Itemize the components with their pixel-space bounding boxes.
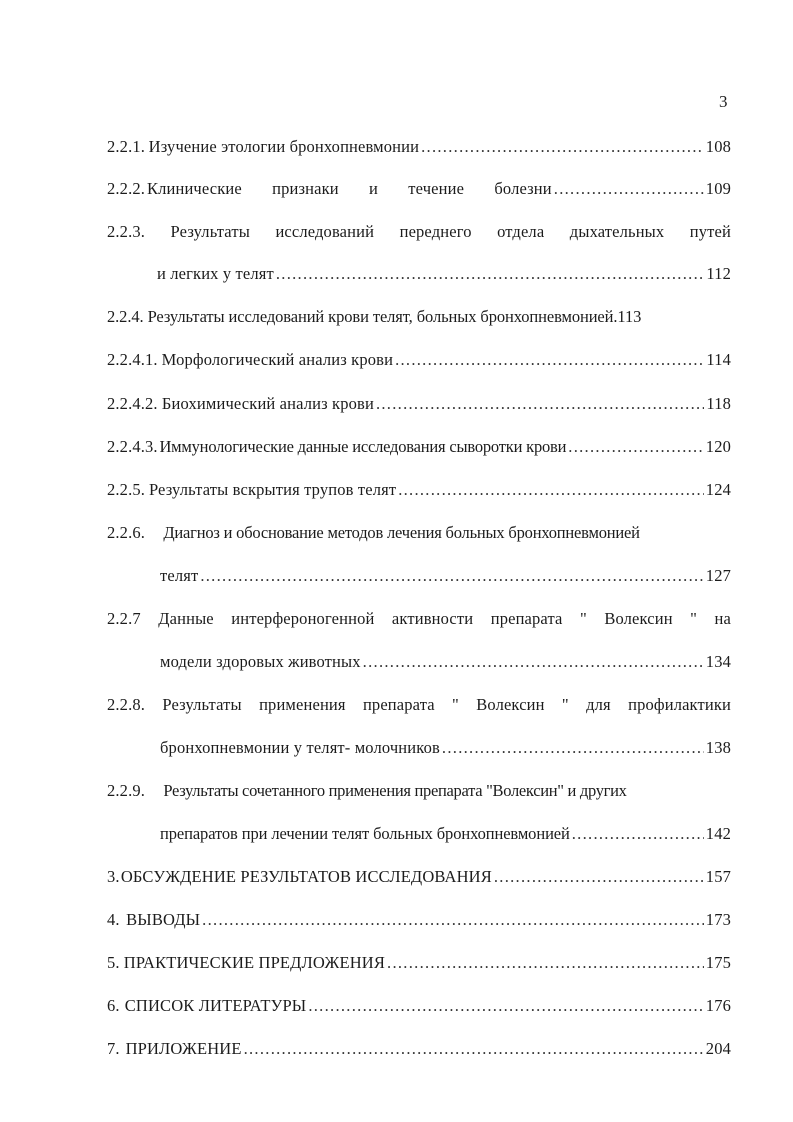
toc-entry-2-2-5[interactable] [107, 480, 731, 500]
dot-leader [395, 350, 704, 370]
page-number: 3 [719, 92, 728, 111]
dot-leader [421, 137, 704, 157]
dot-leader [244, 1039, 704, 1059]
toc-entry-number: 2.2.4.3. [107, 437, 158, 456]
toc-entry-2-2-4-1[interactable] [107, 350, 731, 370]
toc-entry-number: 3. [107, 867, 120, 886]
toc-entry-2-2-6-cont[interactable] [160, 566, 731, 586]
dot-leader [200, 566, 703, 586]
toc-entry-title: Результаты сочетанного применения препарата "Волексин" и других [163, 781, 627, 800]
toc-entry-3[interactable] [107, 867, 731, 887]
toc-entry-6[interactable] [107, 996, 731, 1016]
toc-entry-2-2-7[interactable] [107, 609, 731, 629]
toc-entry-page: 204 [705, 1039, 731, 1058]
toc-entry-title: Иммунологические данные исследования сыворотки крови [159, 437, 567, 456]
toc-entry-2-2-3[interactable] [107, 222, 731, 242]
toc-entry-page: 127 [705, 566, 731, 585]
toc-entry-2-2-1[interactable] [107, 137, 731, 157]
toc-entry-page: 109 [705, 179, 731, 198]
toc-entry-title: Диагноз и обоснование методов лечения больных бронхопневмонией [163, 523, 640, 542]
toc-entry-title: Результаты исследований переднего отдела дыхательных путей [170, 222, 731, 241]
toc-entry-title: ОБСУЖДЕНИЕ РЕЗУЛЬТАТОВ ИССЛЕДОВАНИЯ [120, 867, 492, 886]
toc-entry-title-cont: модели здоровых животных [160, 652, 361, 671]
toc-entry-2-2-2[interactable] [107, 179, 731, 199]
toc-entry-number: 2.2.1. [107, 137, 146, 156]
toc-entry-title: Результаты применения препарата " Волексин " для профилактики [162, 695, 731, 714]
toc-entry-page: 118 [706, 394, 731, 413]
toc-entry-2-2-9[interactable] [107, 781, 731, 801]
toc-entry-page: 112 [706, 264, 731, 283]
toc-entry-title: ПРИЛОЖЕНИЕ [125, 1039, 242, 1058]
dot-leader [376, 394, 704, 414]
toc-entry-page: 138 [705, 738, 731, 757]
toc-entry-number: 7. [107, 1039, 120, 1058]
toc-entry-title-cont: препаратов при лечении телят больных бронхопневмонией [160, 824, 570, 843]
toc-entry-number: 2.2.7 [107, 609, 141, 628]
toc-entry-page: 176 [705, 996, 731, 1015]
toc-entry-page: 120 [705, 437, 731, 456]
toc-entry-page: 113 [617, 307, 642, 326]
toc-entry-number: 2.2.6. [107, 523, 146, 542]
dot-leader [554, 179, 704, 199]
toc-entry-page: 134 [705, 652, 731, 671]
toc-entry-page: 173 [705, 910, 731, 929]
dot-leader [387, 953, 704, 973]
toc-entry-page: 175 [705, 953, 731, 972]
toc-entry-title: Морфологический анализ крови [161, 350, 394, 369]
toc-entry-2-2-8[interactable] [107, 695, 731, 715]
toc-entry-title: ПРАКТИЧЕСКИЕ ПРЕДЛОЖЕНИЯ [123, 953, 386, 972]
dot-leader [572, 824, 704, 844]
toc-entry-title: Изучение этологии бронхопневмонии [148, 137, 420, 156]
toc-entry-2-2-9-cont[interactable] [160, 824, 731, 844]
toc-entry-title: Результаты исследований крови телят, больных бронхопневмонией. [147, 307, 618, 326]
toc-entry-title-cont: телят [160, 566, 199, 585]
toc-entry-2-2-4[interactable] [107, 307, 731, 327]
dot-leader [308, 996, 703, 1016]
dot-leader [398, 480, 704, 500]
dot-leader [202, 910, 704, 930]
toc-entry-2-2-6[interactable] [107, 523, 731, 543]
toc-entry-2-2-3-cont[interactable] [157, 264, 731, 284]
toc-entry-page: 108 [705, 137, 731, 156]
toc-entry-number: 2.2.4. [107, 307, 144, 326]
toc-entry-2-2-8-cont[interactable] [160, 738, 731, 758]
toc-entry-number: 2.2.4.1. [107, 350, 158, 369]
toc-entry-page: 124 [705, 480, 731, 499]
dot-leader [568, 437, 704, 457]
toc-entry-number: 2.2.2. [107, 179, 146, 198]
toc-entry-2-2-4-2[interactable] [107, 394, 731, 414]
toc-entry-page: 142 [705, 824, 731, 843]
toc-entry-number: 5. [107, 953, 120, 972]
toc-entry-number: 4. [107, 910, 120, 929]
toc-entry-title-cont: и легких у телят [157, 264, 274, 283]
toc-entry-number: 2.2.4.2. [107, 394, 158, 413]
toc-entry-number: 2.2.5. [107, 480, 146, 499]
toc-entry-number: 2.2.8. [107, 695, 146, 714]
dot-leader [494, 867, 704, 887]
toc-entry-number: 6. [107, 996, 120, 1015]
toc-entry-7[interactable] [107, 1039, 731, 1059]
toc-entry-number: 2.2.3. [107, 222, 146, 241]
toc-entry-number: 2.2.9. [107, 781, 146, 800]
toc-entry-title-cont: бронхопневмонии у телят- молочников [160, 738, 440, 757]
toc-entry-2-2-7-cont[interactable] [160, 652, 731, 672]
toc-entry-5[interactable] [107, 953, 731, 973]
toc-entry-page: 114 [706, 350, 731, 369]
toc-entry-title: Биохимический анализ крови [161, 394, 374, 413]
dot-leader [442, 738, 704, 758]
toc-entry-title: СПИСОК ЛИТЕРАТУРЫ [124, 996, 307, 1015]
dot-leader [276, 264, 705, 284]
toc-entry-title: Клинические признаки и течение болезни [146, 179, 552, 198]
toc-entry-title: Результаты вскрытия трупов телят [148, 480, 397, 499]
toc-entry-title: ВЫВОДЫ [126, 910, 201, 929]
toc-entry-4[interactable] [107, 910, 731, 930]
toc-entry-2-2-4-3[interactable] [107, 437, 731, 457]
dot-leader [363, 652, 704, 672]
toc-entry-page: 157 [705, 867, 731, 886]
toc-entry-title: Данные интерфероногенной активности препарата " Волексин " на [158, 609, 731, 628]
